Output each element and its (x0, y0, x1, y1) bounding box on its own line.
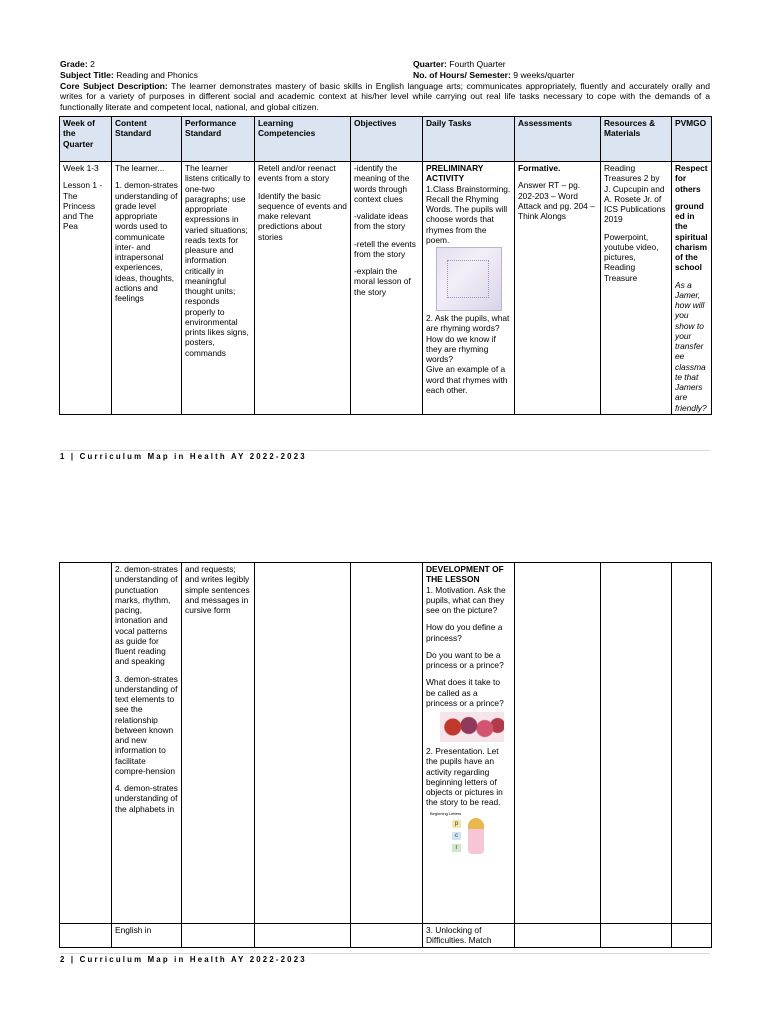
curriculum-table-page-1 (59, 116, 712, 415)
objective-4: -explain the moral lesson of the story (354, 266, 411, 297)
task-2: How do you define a princess? (426, 622, 503, 643)
resources-2: Powerpoint, youtube video, pictures, Reading Treasure (604, 231, 659, 283)
pvmgo-2: grounded in the spiritual charism of the school (675, 200, 708, 273)
week-cell (60, 162, 112, 415)
grade-value: 2 (90, 59, 95, 69)
table-row (60, 162, 712, 415)
page-footer-1: 1 | Curriculum Map in Health AY 2022-2023 (60, 452, 307, 461)
learning-competencies-cell (255, 563, 351, 924)
task-3: How do we know if they are rhyming words? (426, 333, 496, 364)
grade-label: Grade: (60, 59, 88, 69)
quarter-value: Fourth Quarter (449, 59, 506, 69)
column-header: Objectives (351, 117, 423, 162)
beginning-letters-image (430, 812, 490, 858)
task-heading: DEVELOPMENT OF THE LESSON (426, 564, 504, 585)
task-2: 2. Ask the pupils, what are rhyming words? (426, 313, 510, 334)
resources-cell (601, 924, 672, 948)
page-footer-2: 2 | Curriculum Map in Health AY 2022-2023 (60, 955, 307, 964)
subject-value: Reading and Phonics (116, 70, 198, 80)
page-header (60, 59, 710, 112)
column-header: Assessments (515, 117, 601, 162)
objectives-cell (351, 924, 423, 948)
learning-competencies-cell (255, 924, 351, 948)
children-picture-image (440, 712, 504, 742)
performance-standard-cell (182, 162, 255, 415)
assessment-heading: Formative. (518, 163, 561, 173)
task-1: 1.Class Brainstorming. Recall the Rhyming Words. The pupils will choose words that rhymes from the poem. (426, 183, 511, 245)
daily-tasks-cell (423, 924, 515, 948)
description-label: Core Subject Description: (60, 81, 168, 91)
pvmgo-cell (672, 162, 712, 415)
pvmgo-cell (672, 563, 712, 924)
objective-3: -retell the events from the story (354, 238, 416, 259)
content-standard-continued: English in (115, 925, 152, 935)
content-intro: The learner... (115, 163, 165, 173)
subject-label: Subject Title: (60, 70, 114, 80)
daily-tasks-cell (423, 162, 515, 415)
hours-value: 9 weeks/quarter (513, 70, 575, 80)
footer-rule-1 (60, 450, 710, 451)
footer-rule-2 (60, 953, 710, 954)
content-standard-cell (112, 563, 182, 924)
lesson-title: Lesson 1 - The Princess and The Pea (63, 180, 103, 232)
resources-1: Reading Treasures 2 by J. Cupcupin and A. Rosete Jr. of ICS Publications 2019 (604, 163, 666, 225)
column-header: Resources & Materials (601, 117, 672, 162)
table-row (60, 924, 712, 948)
objective-2: -validate ideas from the story (354, 211, 409, 232)
poem-picture-image (436, 247, 502, 311)
task-1: 1. Motivation. Ask the pupils, what can they see on the picture? (426, 584, 506, 615)
task-heading: PRELIMINARY ACTIVITY (426, 163, 484, 184)
header-row-1 (60, 59, 710, 70)
header-row-2 (60, 70, 710, 81)
performance-standard-cell (182, 563, 255, 924)
pvmgo-1: Respect for others (675, 163, 708, 194)
resources-cell (601, 563, 672, 924)
performance-standard-text: The learner listens critically to one-two paragraphs; use appropriate expressions in varied situations; reads texts for pleasure and information critically in meaningful thought units; responds properly to environmental prints likes signs, posters, commands (185, 163, 251, 358)
task-3: Do you want to be a princess or a prince? (426, 649, 504, 670)
princess-figure-icon (468, 818, 484, 854)
content-standard-1: 1. demon-strates understanding of grade level appropriate words used to communicate inter- and intrapersonal experiences, ideas, thoughts, actions and feelings (115, 180, 178, 303)
content-standard-3: 3. demon-strates understanding of text elements to see the relationship between known and new information to facilitate compre-hension (115, 673, 178, 776)
week-cell (60, 924, 112, 948)
core-subject-description (60, 81, 710, 112)
week-cell (60, 563, 112, 924)
competency-2: Identify the basic sequence of events and make relevant predictions about stories (258, 190, 347, 242)
task-4: Give an example of a word that rhymes with each other. (426, 364, 508, 395)
learning-competencies-cell (255, 162, 351, 415)
resources-cell (601, 162, 672, 415)
column-header: Learning Competencies (255, 117, 351, 162)
curriculum-table-page-2 (59, 562, 712, 948)
competency-1: Retell and/or reenact events from a story (258, 163, 336, 184)
objective-1: -identify the meaning of the words through context clues (354, 163, 410, 204)
table-header-row (60, 117, 712, 162)
daily-tasks-cell (423, 563, 515, 924)
table-row (60, 563, 712, 924)
content-standard-4: 4. demon-strates understanding of the alphabets in (115, 783, 178, 814)
column-header: Content Standard (112, 117, 182, 162)
pvmgo-3: As a Jamer, how will you show to your transferee classmate that Jamers are friendly? (675, 279, 707, 413)
column-header: Week of the Quarter (60, 117, 112, 162)
description-text: The learner demonstrates mastery of basic skills in English language arts; communicates appropriately, fluently and accurately orally and writes for a variety of purposes in different social and academic context at his/her level while carrying out real life tasks necessary to cope with the demands of a functionally literate and competent local, national, and global citizen. (60, 81, 710, 112)
task-continued: 3. Unlocking of Difficulties. Match (426, 925, 492, 946)
letter-tile: c (452, 832, 461, 840)
letter-tile: p (452, 820, 461, 828)
quarter-label: Quarter: (413, 59, 447, 69)
letter-tile: r (452, 844, 461, 852)
assessment-text: Answer RT – pg. 202-203 – Word Attack and pg. 204 – Think Alongs (518, 180, 595, 221)
column-header: Performance Standard (182, 117, 255, 162)
assessments-cell (515, 563, 601, 924)
hours-label: No. of Hours/ Semester: (413, 70, 511, 80)
content-standard-cell (112, 162, 182, 415)
performance-standard-text: and requests; and writes legibly simple sentences and messages in cursive form (185, 564, 250, 615)
column-header: Daily Tasks (423, 117, 515, 162)
task-5: 2. Presentation. Let the pupils have an activity regarding beginning letters of objects or pictures in the story to be read. (426, 746, 503, 808)
objectives-cell (351, 162, 423, 415)
column-header: PVMGO (672, 117, 712, 162)
assessments-cell (515, 162, 601, 415)
assessments-cell (515, 924, 601, 948)
objectives-cell (351, 563, 423, 924)
pvmgo-cell (672, 924, 712, 948)
task-4: What does it take to be called as a princess or a prince? (426, 677, 504, 708)
content-standard-cell (112, 924, 182, 948)
content-standard-2: 2. demon-strates understanding of punctuation marks, rhythm, pacing, intonation and vocal patterns as guide for fluent reading and speaking (115, 564, 178, 667)
week-value: Week 1-3 (63, 163, 99, 173)
thumb-title: Beginning Letters (430, 810, 462, 816)
performance-standard-cell (182, 924, 255, 948)
